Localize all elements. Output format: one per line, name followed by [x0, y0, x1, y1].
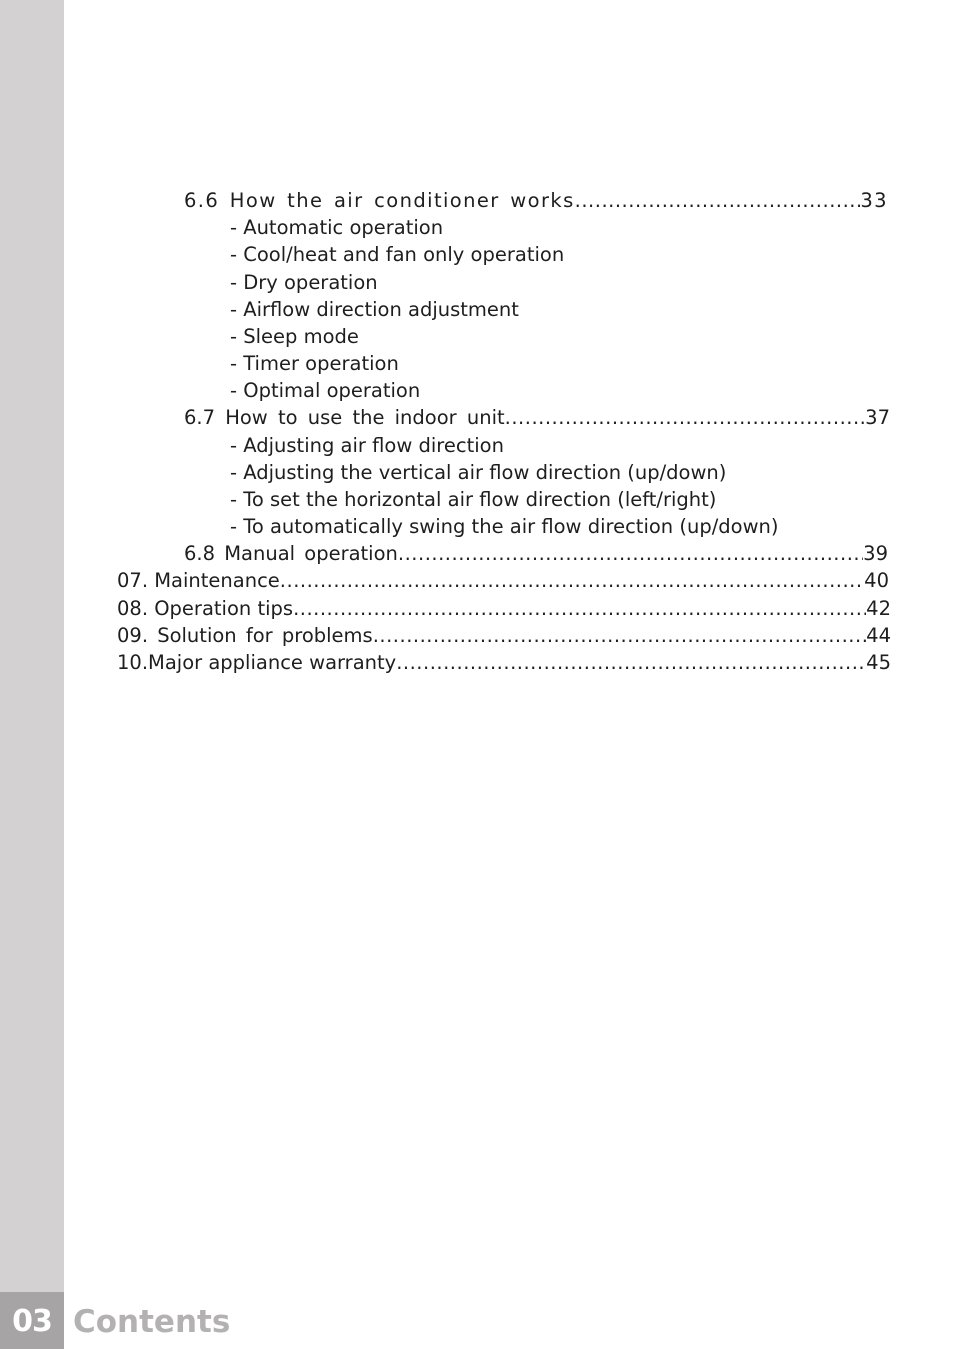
toc-entry-09[interactable] [117, 623, 891, 649]
toc-entry-6-7[interactable] [184, 405, 890, 431]
toc-entry-6-6[interactable] [184, 188, 888, 214]
toc-subitem: - Airflow direction adjustment [230, 298, 519, 321]
toc-subitem: - Automatic operation [230, 216, 444, 239]
toc-subitem: - Adjusting air flow direction [230, 434, 504, 457]
section-title: Contents [73, 1304, 231, 1340]
toc-entry-label: 6.8 Manual operation [184, 542, 398, 565]
toc-subitem: - Cool/heat and fan only operation [230, 243, 565, 266]
toc-entry-page: 44 [866, 624, 891, 647]
toc-subitem: - Adjusting the vertical air flow direction (up/down) [230, 461, 727, 484]
page-number: 03 [12, 1304, 52, 1339]
toc-entry-page: 45 [866, 651, 891, 674]
toc-subitem: - Optimal operation [230, 379, 421, 402]
toc-subitem: - To automatically swing the air flow direction (up/down) [230, 515, 779, 538]
toc-leader-dots [293, 596, 866, 622]
toc-entry-page: 39 [863, 542, 888, 565]
toc-leader-dots [396, 650, 866, 676]
toc-leader-dots [280, 568, 864, 594]
toc-leader-dots [505, 405, 866, 431]
side-bar [0, 0, 64, 1349]
toc-subitem: - Sleep mode [230, 325, 359, 348]
toc-entry-label: 07. Maintenance [117, 569, 280, 592]
toc-subitem: - To set the horizontal air flow direction (left/right) [230, 488, 717, 511]
toc-entry-label: 6.6 How the air conditioner works [184, 189, 575, 212]
toc-entry-label: 08. Operation tips [117, 597, 294, 620]
toc-entry-page: 33 [860, 189, 888, 212]
toc-entry-label: 6.7 How to use the indoor unit [184, 406, 505, 429]
toc-subitem: - Dry operation [230, 271, 378, 294]
toc-leader-dots [373, 623, 866, 649]
toc-entry-page: 37 [865, 406, 890, 429]
toc-entry-10[interactable] [117, 650, 891, 676]
toc-subitem: - Timer operation [230, 352, 399, 375]
toc-entry-label: 10.Major appliance warranty [117, 651, 397, 674]
toc-entry-page: 42 [866, 597, 891, 620]
toc-leader-dots [575, 188, 861, 214]
toc-entry-page: 40 [864, 569, 889, 592]
toc-entry-label: 09. Solution for problems [117, 624, 373, 647]
toc-entry-07[interactable] [117, 568, 889, 594]
toc-entry-08[interactable] [117, 596, 891, 622]
toc-leader-dots [398, 541, 863, 567]
toc-entry-6-8[interactable] [184, 541, 888, 567]
